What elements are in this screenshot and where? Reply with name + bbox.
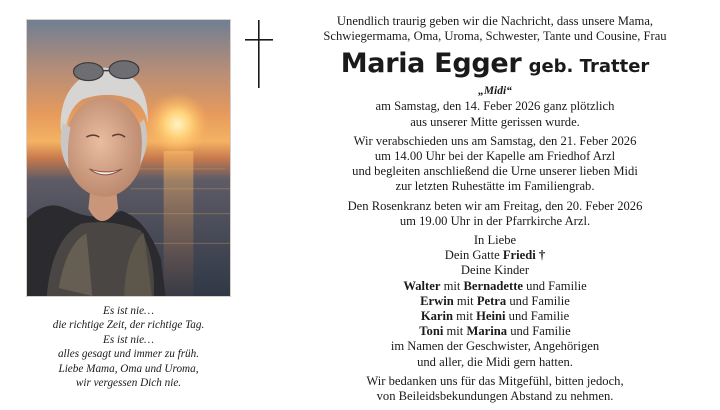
family-member: Toni [419, 324, 444, 339]
deceased-name-row [282, 48, 708, 84]
intro-line: Schwiegermama, Oma, Uroma, Schwester, Tante und Cousine, Frau [323, 29, 667, 44]
portrait-photo-sunset-icon [27, 20, 230, 296]
family-partner: Petra [476, 293, 507, 308]
relatives-line: und aller, die Midi gern hatten. [417, 354, 573, 369]
children-label: Deine Kinder [460, 263, 530, 278]
deceased-name: Maria Egger [340, 48, 522, 80]
poem-line: Es ist nie… [103, 333, 154, 346]
family-partner: Marina [466, 324, 508, 339]
family-line: Erwin mit Petra und Familie [420, 293, 570, 308]
thanks-line: Wir bedanken uns für das Mitgefühl, bitten jedoch, [366, 373, 624, 388]
family-line: Walter mit Bernadette und Familie [403, 278, 587, 293]
family-member: Erwin [420, 293, 454, 308]
born-name: geb. Tratter [528, 56, 650, 78]
death-line: am Samstag, den 14. Feber 2026 ganz plötzlich [375, 99, 615, 114]
family-member: Walter [403, 278, 441, 293]
cross [243, 18, 275, 90]
poem-line: die richtige Zeit, der richtige Tag. [52, 319, 205, 332]
obituary-text [282, 14, 708, 404]
funeral-line: um 14.00 Uhr bei der Kapelle am Friedhof Arzl [374, 149, 616, 164]
in-love: In Liebe [473, 233, 517, 248]
husband-line [282, 248, 708, 263]
poem-line: Es ist nie… [103, 305, 154, 317]
intro-line: Unendlich traurig geben wir die Nachricht, dass unsere Mama, [336, 14, 654, 28]
family-partner: Bernadette [463, 278, 523, 293]
husband-prefix: Dein Gatte [444, 248, 500, 263]
portrait-photo [26, 19, 231, 297]
family-member: Karin [420, 309, 453, 324]
death-line: aus unserer Mitte gerissen wurde. [410, 114, 580, 129]
funeral-line: zur letzten Ruhestätte im Familiengrab. [395, 179, 595, 194]
thanks-line: von Beileidsbekundungen Abstand zu nehmen. [376, 389, 614, 404]
poem-line: alles gesagt und immer zu früh. [57, 348, 200, 361]
funeral-line: und begleiten anschließend die Urne unserer lieben Midi [352, 164, 638, 179]
family-line: Toni mit Marina und Familie [419, 324, 571, 339]
funeral-line: Wir verabschieden uns am Samstag, den 21. Feber 2026 [353, 133, 637, 148]
rosary-line: Den Rosenkranz beten wir am Freitag, den 20. Feber 2026 [347, 198, 643, 213]
nickname: „Midi“ [478, 85, 512, 98]
relatives-line: im Namen der Geschwister, Angehörigen [390, 339, 600, 354]
memorial-poem [26, 304, 231, 390]
family-line: Karin mit Heini und Familie [420, 309, 570, 324]
latin-cross-icon [243, 18, 275, 90]
poem-line: wir vergessen Dich nie. [75, 377, 182, 390]
deceased-mark: † [538, 248, 546, 263]
family-partner: Heini [476, 309, 506, 324]
poem-line: Liebe Mama, Oma und Uroma, [58, 362, 199, 375]
rosary-line: um 19.00 Uhr in der Pfarrkirche Arzl. [399, 213, 591, 228]
husband-name: Friedi [502, 248, 536, 263]
